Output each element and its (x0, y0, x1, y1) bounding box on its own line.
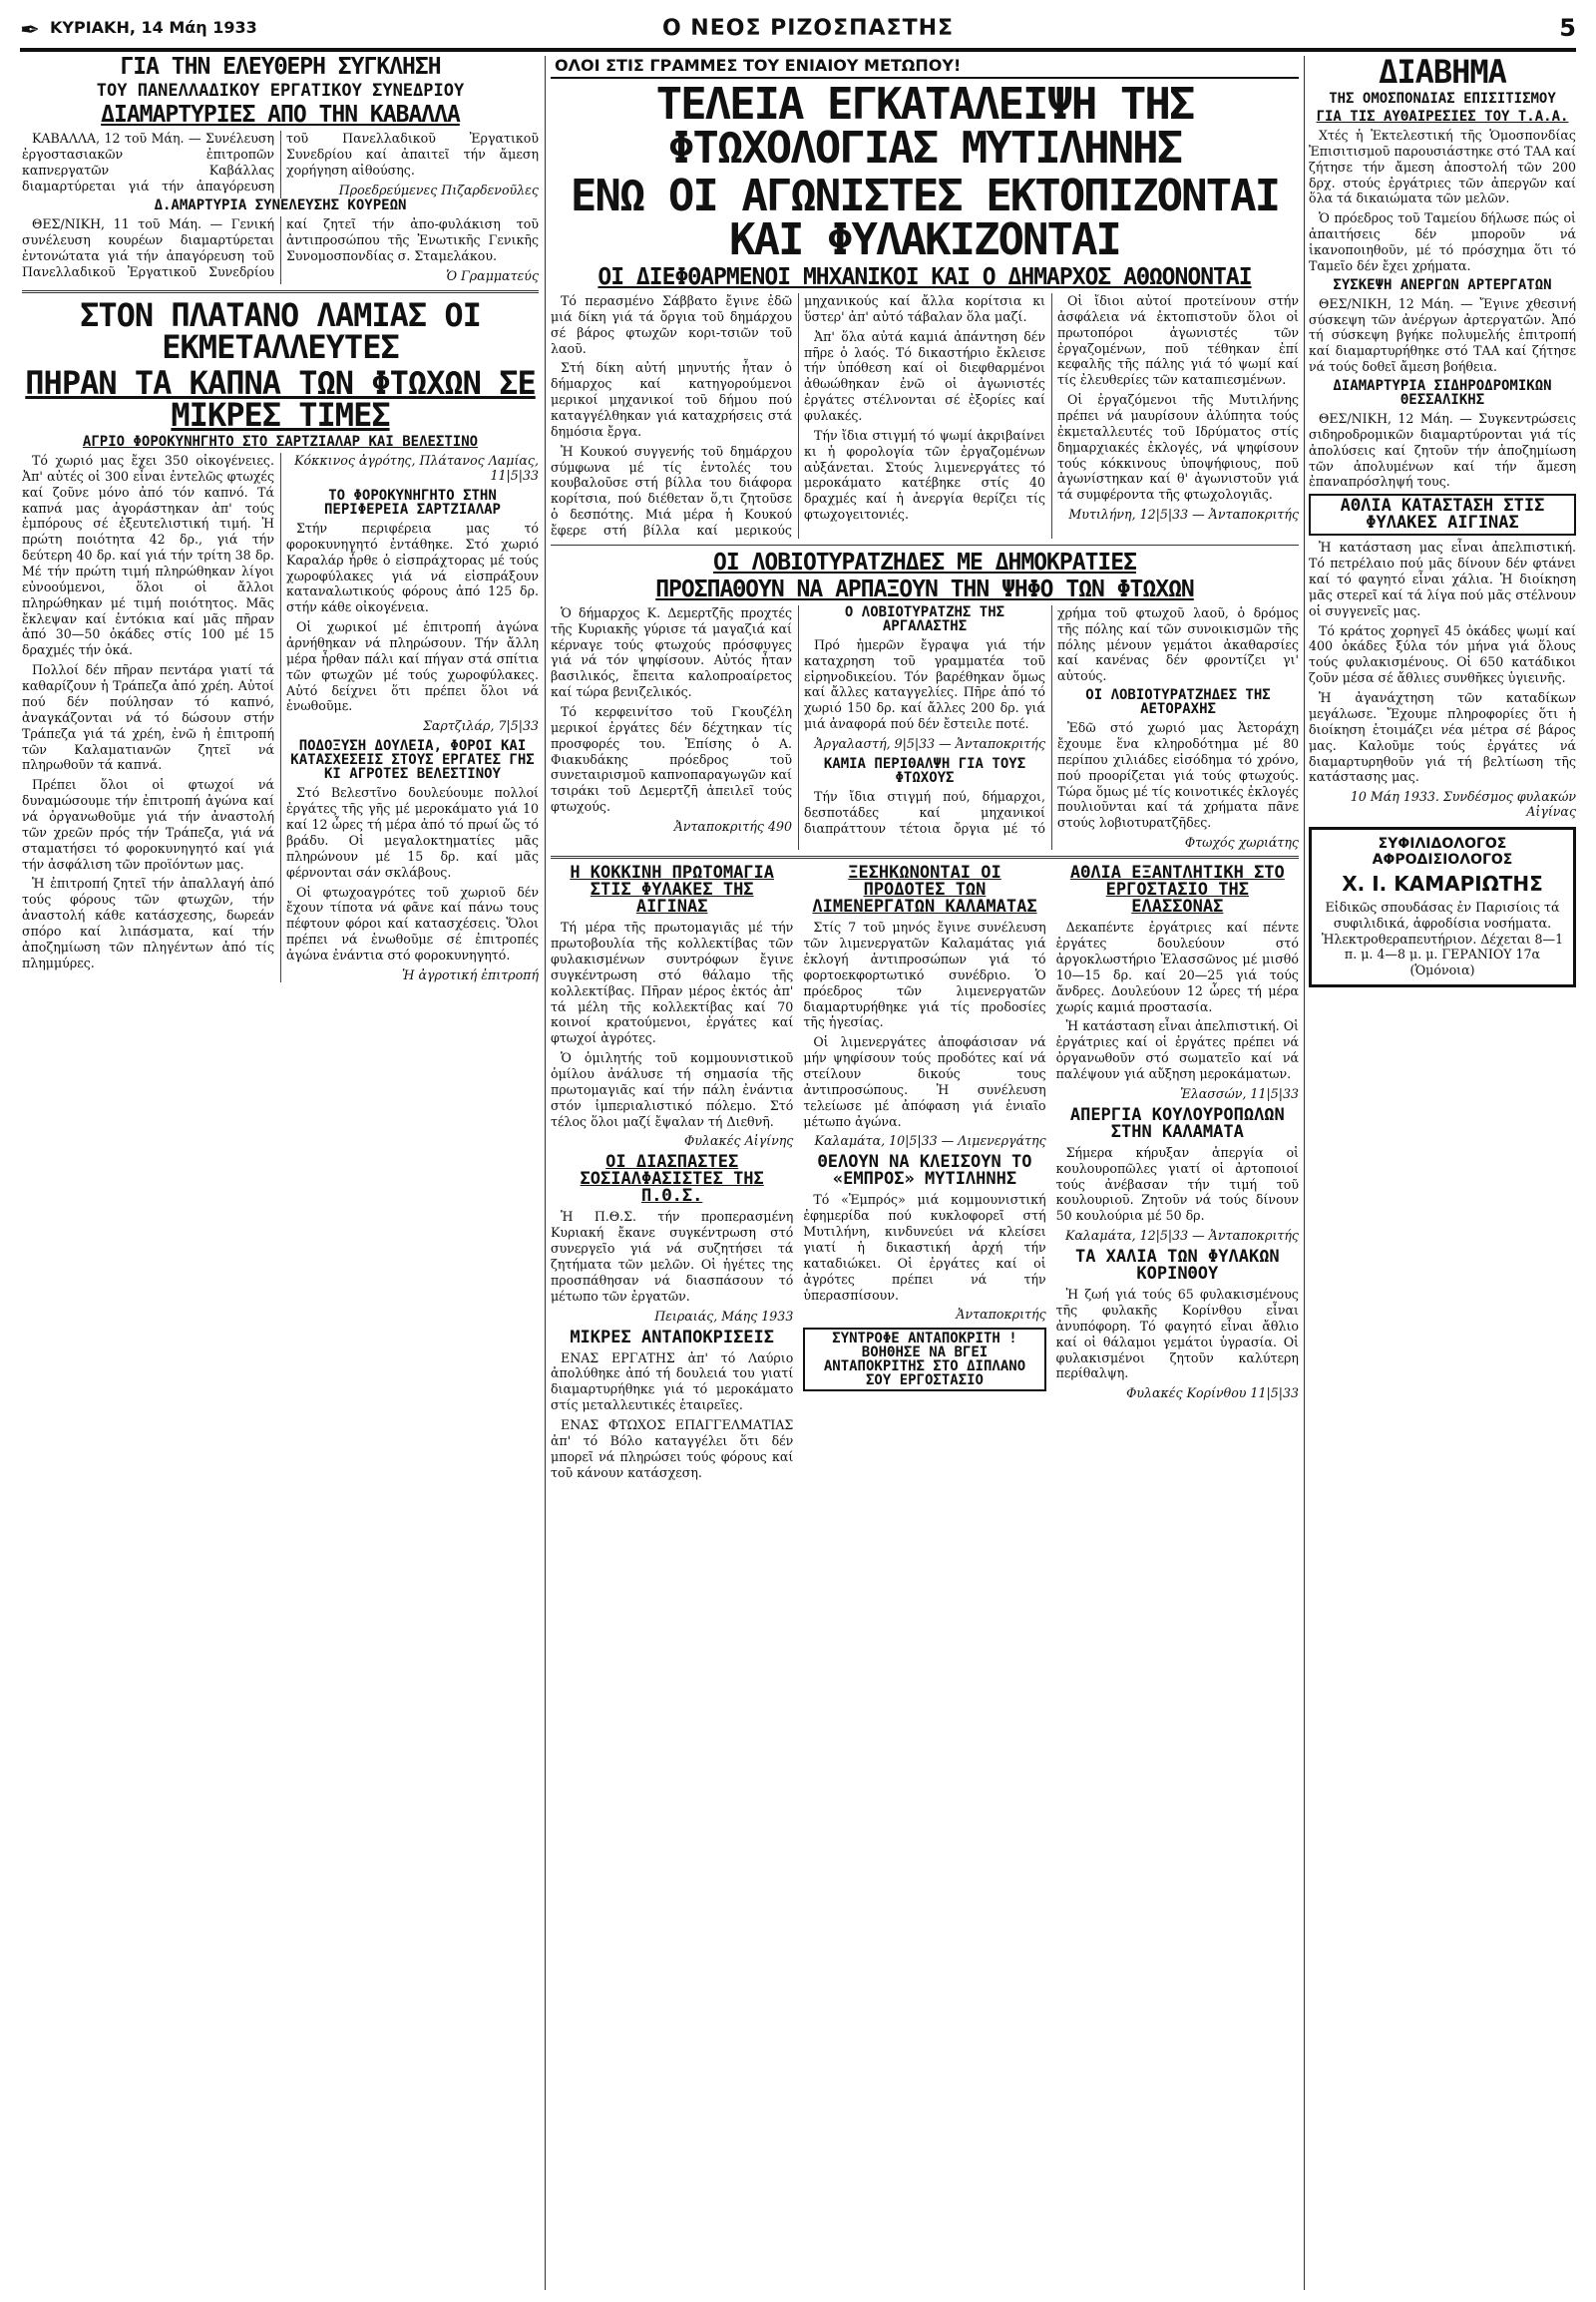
paragraph: Ὁ ὁμιλητής τοῦ κομμουνιστικοῦ ὀμίλου ἀνάλυσε τή σημασία τῆς πρωτομαγιᾶς καί τήν πάλη ἐνάντια στόν ἰμπεριαλιστικό πόλεμο. Στό τέλος ὅλοι μαζί ἔψαλαν τή Διεθνῆ. (551, 1050, 794, 1129)
signature: Πειραιάς, Μάης 1933 (654, 1308, 794, 1324)
paragraph: Ἐδῶ στό χωριό μας Ἀετοράχη ἔχουμε ἕνα κληροδότημα μέ 80 περίπου χιλιάδες εἰσόδημα τό χρόνο, πού προορίζεται γιά τούς φτωχούς. Τώρα ὅμως μέ τίς κοινοτικές ἐκλογές πουλιοῦνται καί τά χρήματα πᾶνε στούς λοβιοτυρατζῆδες. (1057, 720, 1299, 831)
article-body (22, 131, 539, 198)
paragraph: Πρέπει ὅλοι οἱ φτωχοί νά δυναμώσουμε τήν ἐπιτροπή ἀγώνα καί νά ὀργανωθοῦμε γιά τήν ἀναστολή τῶν χρεῶν πρός τήν Τράπεζα, γιά νά σταματήσει τό φοροκυνηγητό καί γιά τήν ἀσφάλιση τῶν προϊόντων μας. (22, 777, 274, 872)
paragraph: Ἡ ζωή γιά τούς 65 φυλακισμένους τῆς φυλακῆς Κορίνθου εἶναι ἀνυπόφορη. Τό φαγητό εἶναι ἄθλιο καί οἱ θάλαμοι γεμάτοι ὑγρασία. Οἱ φυλακισμένοι ζητοῦν καλύτερη περίθαλψη. (1055, 1287, 1299, 1381)
ad-specialty: ΣΥΦΙΛΙΔΟΛΟΓΟΣ ΑΦΡΟΔΙΣΙΟΛΟΓΟΣ (1372, 836, 1513, 869)
subheadline: ΠΟΔΟΞΥΣΗ ΔΟΥΛΕΙΑ, ΦΟΡΟΙ ΚΑΙ ΚΑΤΑΣΧΕΣΕΙΣ ΣΤΟΥΣ ΕΡΓΑΤΕΣ ΓΗΣ ΚΙ ΑΓΡΟΤΕΣ ΒΕΛΕΣΤΙΝΟΥ (290, 738, 535, 783)
signature: Ὁ Γραμματεύς (446, 267, 539, 283)
paragraph: Στό Βελεστῖνο δουλεύουμε πολλοί ἐργάτες τῆς γῆς μέ μεροκάματο γιά 10 καί 12 ὧρες τή μέρα ἀπό τό πρωί ὥς τό βράδυ. Οἱ μεγαλοκτηματίες μᾶς πληρώνουν μέ 15 δρ. καί μᾶς φέρνονται σάν σκλάβους. (286, 785, 539, 880)
subheadline: ΟΙ ΛΟΒΙΟΤΥΡΑΤΖΗΔΕΣ ΤΗΣ ΑΕΤΟΡΑΧΗΣ (1085, 687, 1271, 718)
signature: Ἀνταποκριτής 490 (673, 819, 792, 835)
page-number: 5 (1559, 14, 1576, 42)
column-right (1309, 56, 1576, 2290)
lower-col-3 (1056, 865, 1299, 1484)
headline: ΔΙΑΒΗΜΑ (1379, 56, 1506, 91)
subheadline: ΤΗΣ ΟΜΟΣΠΟΝΔΙΑΣ ΕΠΙΣΙΤΙΣΜΟΥ (1329, 91, 1556, 107)
divider (551, 856, 1299, 859)
lower-col-2 (803, 865, 1045, 1484)
paragraph: Ὁ πρόεδρος τοῦ Ταμείου δήλωσε πώς οἱ ἀπαιτήσεις δέν μποροῦν νά ἱκανοποιηθοῦν, μέ τό πρόσχημα ὅτι τό Ταμεῖο δέν ἔχει χρήματα. (1309, 210, 1576, 273)
headline: ΤΕΛΕΙΑ ΕΓΚΑΤΑΛΕΙΨΗ ΤΗΣ ΦΤΩΧΟΛΟΓΙΑΣ ΜΥΤΙΛΗΝΗΣ (655, 79, 1194, 174)
paragraph: Στή δίκη αὐτή μηνυτής ἦταν ὁ δήμαρχος καί κατηγορούμενοι μερικοί μηχανικοί τοῦ δήμου πού καταγγέλθηκαν γιά καταχρήσεις στά δημόσια ἔργα. (551, 360, 792, 439)
headline: ΕΝΩ ΟΙ ΑΓΩΝΙΣΤΕΣ ΕΚΤΟΠΙΖΟΝΤΑΙ ΚΑΙ ΦΥΛΑΚΙΖΟΝΤΑΙ (570, 171, 1280, 265)
headline: Η ΚΟΚΚΙΝΗ ΠΡΩΤΟΜΑΓΙΑ ΣΤΙΣ ΦΥΛΑΚΕΣ ΤΗΣ ΑΙΓΙΝΑΣ (570, 863, 775, 918)
paragraph: Τό «Ἐμπρός» μιά κομμουνιστική ἐφημερίδα πού κυκλοφορεῖ στή Μυτιλήνη, κινδυνεύει νά κλείσει γιατί ἡ δικαστική ἀρχή τήν καταδιώκει. Οἱ ἐργάτες καί οἱ ἀγρότες πρέπει νά τήν ὑπερασπίσουν. (803, 1192, 1046, 1303)
article-body (22, 216, 539, 284)
paragraph: Ὁ δήμαρχος Κ. Δεμερτζῆς προχτές τῆς Κυριακῆς γύρισε τά μαγαζιά καί κέρναγε τούς φτωχούς πρόσφυγες γιά νά τόν ψηφίσουν. Αὐτός ἦταν βασιλικός, ἔπειτα καλοπροαίρετος καί τώρα βενιζελικός. (551, 604, 792, 700)
doctor-advertisement (1309, 827, 1576, 987)
paragraph: Χτές ἡ Ἐκτελεστική τῆς Ὁμοσπονδίας Ἐπισιτισμοῦ παρουσιάστηκε στό ΤΑΑ καί ζήτησε τήν ἄμεση ἀποστολή τῶν 200 δρχ. στούς ἐργάτριες τῶν ἀπεργῶν καί ὅλα τά δικαιώματα τῶν μελῶν. (1309, 128, 1576, 206)
ad-doctor-name: Χ. Ι. ΚΑΜΑΡΙΩΤΗΣ (1342, 872, 1543, 897)
headline: ΟΙ ΔΙΑΣΠΑΣΤΕΣ ΣΟΣΙΑΛΦΑΣΙΣΤΕΣ ΤΗΣ Π.Θ.Σ. (580, 1152, 764, 1207)
paragraph: Ἡ κατάσταση εἶναι ἀπελπιστική. Οἱ ἐργάτριες καί οἱ ἐργάτες πρέπει νά ὀργανωθοῦν στό σωματεῖο καί νά παλέψουν γιά αὔξηση μεροκάματων. (1055, 1018, 1299, 1081)
subheadline: Δ.ΑΜΑΡΤΥΡΙΑ ΣΥΝΕΛΕΥΣΗΣ ΚΟΥΡΕΩΝ (154, 197, 407, 214)
column-left (22, 56, 539, 2290)
signature: Μυτιλήνη, 12|5|33 — Ἀνταποκριτής (1068, 507, 1299, 523)
paragraph: Τό κράτος χορηγεῖ 45 ὀκάδες ψωμί καί 400 ὀκάδες ξύλα τόν μήνα γιά ὅλους τούς φυλακισμένους. Οἱ 650 κατάδικοι ζοῦν μέσα σέ ἄθλιες συνθῆκες ὑγιεινῆς. (1309, 622, 1576, 686)
subheadline: ΓΙΑ ΤΙΣ ΑΥΘΑΙΡΕΣΙΕΣ ΤΟΥ Τ.Α.Α. (1316, 109, 1569, 125)
paragraph: ΚΑΒΑΛΛΑ, 12 τοῦ Μάη. — Συνέλευση ἐργοστασιακῶν ἐπιτροπῶν καπνεργατῶν Καβάλλας διαμαρτύρεται γιά τήν ἀπαγόρευση τοῦ Πανελλαδικοῦ Ἐργατικοῦ Συνεδρίου καί ἀπαιτεῖ τήν ἄμεση χορήγηση αἰθούσης. (22, 131, 539, 193)
paragraph: Τό χωριό μας ἔχει 350 οἰκογένειες. Ἀπ' αὐτές οἱ 300 εἶναι ἐντελῶς φτωχές καί ζοῦνε μόνο ἀπό τόν καπνό. Τά καπνά μας ἀγοράστηκαν ἀπ' τούς ἐμπόρους σέ ἐξευτελιστική τιμή. Ἡ πρώτη ποιότητα 42 δρ., γιά τήν δεύτερη 40 δρ. καί γιά τήν τρίτη 38 δρ. Μέ τήν πρώτη τιμή πληρώθηκαν λίγοι εὐνοούμενοι, ὅλοι οἱ ἄλλοι πληρώθηκαν μέ τιμή ποιότητος. Μᾶς ἔκλεψαν καί ἐντόκια καί μᾶς πῆραν ἀπό 30—50 ὀκάδες στίς 100 μέ 15 δραχμές τήν ὀκά. (22, 453, 274, 658)
paragraph: Τό περασμένο Σάββατο ἔγινε ἐδῶ μιά δίκη γιά τά ὄργια τοῦ δημάρχου σέ βάρος φτωχῶν κορι-τσιῶν τοῦ λαοῦ. (551, 293, 792, 356)
paragraph: ΕΝΑΣ ΦΤΩΧΟΣ ΕΠΑΓΓΕΛΜΑΤΙΑΣ ἀπ' τό Βόλο καταγγέλει ὅτι δέν μπορεῖ νά πληρώσει τούς φόρους καί τοῦ κάνουν κατάσχεση. (551, 1416, 794, 1480)
article-body (551, 293, 1299, 539)
headline: ΘΕΛΟΥΝ ΝΑ ΚΛΕΙΣΟΥΝ ΤΟ «ΕΜΠΡΟΣ» ΜΥΤΙΛΗΝΗΣ (817, 1152, 1032, 1190)
headline: ΑΠΕΡΓΙΑ ΚΟΥΛΟΥΡΟΠΩΛΩΝ ΣΤΗΝ ΚΑΛΑΜΑΤΑ (1069, 1104, 1285, 1142)
paragraph: Οἱ ἴδιοι αὐτοί προτείνουν στήν ἀσφάλεια νά ἐκτοπιστοῦν ὅλοι οἱ πρωτοπόροι ἀγωνιστές τῶν ἐργαζομένων, ποῦ τέθηκαν ἐπί κεφαλῆς τῆς πάλης γιά τό ψωμί καί τίς ἐλευθερίες τῶν καταπιεσμένων. (1057, 293, 1299, 388)
headline: ΑΘΛΙΑ ΚΑΤΑΣΤΑΣΗ ΣΤΙΣ ΦΥΛΑΚΕΣ ΑΙΓΙΝΑΣ (1309, 494, 1576, 536)
newspaper-name: Ο ΝΕΟΣ ΡΙΖΟΣΠΑΣΤΗΣ (661, 16, 955, 41)
subheadline: Ο ΛΟΒΙΟΤΥΡΑΤΖΗΣ ΤΗΣ ΑΡΓΑΛΑΣΤΗΣ (844, 603, 1005, 634)
signature: 10 Μάη 1933. Συνδέσμος φυλακών Αἰγίνας (1350, 789, 1576, 820)
headline: ΜΙΚΡΕΣ ΑΝΤΑΠΟΚΡΙΣΕΙΣ (570, 1327, 775, 1347)
paragraph: Ἡ ἀγανάχτηση τῶν καταδίκων μεγάλωσε. Ἔχουμε πληροφορίες ὅτι ἡ διοίκηση ἑτοιμάζει νέα μέτρα σέ βάρος μας. Καλοῦμε τούς ἐργάτες νά διαμαρτυρηθοῦν γιά τή βελτίωση τῆς κατάστασης μας. (1309, 690, 1576, 785)
headline: ΞΕΣΗΚΩΝΟΝΤΑΙ ΟΙ ΠΡΟΔΟΤΕΣ ΤΩΝ ΛΙΜΕΝΕΡΓΑΤΩΝ ΚΑΛΑΜΑΤΑΣ (812, 863, 1037, 918)
signature: Σαρτζιλάρ, 7|5|33 (423, 718, 539, 734)
paragraph: Τήν ἴδια στιγμή πού, δήμαρχοι, δεσποτάδες καί μηχανικοί διαπράττουν τέτοια ὄργια μέ τό χρήμα τοῦ φτωχοῦ λαοῦ, ὁ δρόμος τῆς πόλης καί τῶν συνοικισμῶν τῆς πόλης μένουν γεμάτοι ἀκαθαρσίες καί κανένας δέν φροντίζει γι' αὐτούς. (804, 604, 1299, 836)
paragraph: ΘΕΣ/ΝΙΚΗ, 11 τοῦ Μάη. — Γενική συνέλευση κουρέων διαμαρτύρεται ἐντονώτατα γιά τήν ἀπαγόρευση τοῦ Πανελλαδικοῦ Ἐργατικοῦ Συνεδρίου καί ζητεῖ τήν ἀπο-φυλάκιση τοῦ ἀντιπροσώπου τῆς Ἐνωτικῆς Γενικῆς Συνομοσπονδίας σ. Σταμελάκου. (22, 216, 539, 279)
paragraph: Οἱ φτωχοαγρότες τοῦ χωριοῦ δέν ἔχουν τίποτα νά φᾶνε καί πάνω τους πέφτουν φόροι καί κατασχέσεις. Ὅλοι πρέπει νά ἑνωθοῦμε σέ ἐπιτροπές ἀγώνα ἐνάντια στό φοροκυνηγητό. (286, 884, 539, 962)
headline: ΟΙ ΛΟΒΙΟΤΥΡΑΤΖΗΔΕΣ ΜΕ ΔΗΜΟΚΡΑΤΙΕΣ (713, 549, 1136, 576)
article-body (22, 453, 539, 982)
signature: Καλαμάτα, 10|5|33 — Λιμενεργάτης (814, 1133, 1046, 1149)
paragraph: Στίς 7 τοῦ μηνός ἔγινε συνέλευση τῶν λιμενεργατῶν Καλαμάτας γιά ἐκλογή ἀντιπροσώπων γιά τό φορτοεκφορτωτικό συνέδριο. Ὁ πρόεδρος τῶν λιμενεργατῶν διαμαρτυρήθηκε γιά τίς προδοσίες τῆς ἡγεσίας. (803, 920, 1046, 1030)
issue-date: ΚΥΡΙΑΚΗ, 14 Μάη 1933 (50, 18, 257, 37)
subheadline: ΔΙΑΜΑΡΤΥΡΙΕΣ ΑΠΟ ΤΗΝ ΚΑΒΑΛΛΑ (101, 102, 460, 128)
subheadline: ΑΓΡΙΟ ΦΟΡΟΚΥΝΗΓΗΤΟ ΣΤΟ ΣΑΡΤΖΙΑΛΑΡ ΚΑΙ ΒΕΛΕΣΤΙΝΟ (82, 434, 479, 451)
signature: Προεδρεύμενες Πιζαρδενοῦλες (338, 182, 539, 197)
signature: Φυλακές Αἰγίνης (684, 1133, 794, 1149)
divider (551, 545, 1299, 546)
signature: Κόκκινος ἀγρότης, Πλάτανος Λαμίας, 11|5|33 (294, 453, 539, 484)
paragraph: Ἡ κατάσταση μας εἶναι ἀπελπιστική. Τό πετρέλαιο πού μᾶς δίνουν δέν φτάνει καί τό φαγητό εἶναι χάλια. Ἡ διοίκηση μᾶς στερεῖ καί τά λίγα πού μᾶς στέλνουν οἱ συγγενεῖς μας. (1309, 540, 1576, 618)
paragraph: ΕΝΑΣ ΕΡΓΑΤΗΣ ἀπ' τό Λαύριο ἀπολύθηκε ἀπό τή δουλειά του γιατί διαμαρτυρήθηκε γιά τό μεροκάματο στίς μεταλλευτικές ἑταιρεῖες. (551, 1349, 794, 1413)
banner-slogan: ΟΛΟΙ ΣΤΙΣ ΓΡΑΜΜΕΣ ΤΟΥ ΕΝΙΑΙΟΥ ΜΕΤΩΠΟΥ! (551, 56, 1299, 79)
paragraph: Ἡ ἐπιτροπή ζητεῖ τήν ἀπαλλαγή ἀπό τούς φόρους τῶν φτωχῶν, τήν ἀναστολή κάθε κατάσχεσης, δωρεάν σπόρο καί λιπάσματα, καί τήν ἀποζημίωση τῶν πληγέντων ἀπό τίς πλημμύρες. (22, 876, 274, 970)
quill-icon: ✒ (20, 16, 41, 44)
signature: Ἐλασσών, 11|5|33 (1180, 1085, 1299, 1101)
headline: ΤΟΥ ΠΑΝΕΛΛΑΔΙΚΟΥ ΕΡΓΑΤΙΚΟΥ ΣΥΝΕΔΡΙΟΥ (96, 81, 465, 101)
paragraph: Σήμερα κήρυξαν ἀπεργία οἱ κουλουροπῶλες γιατί οἱ ἀρτοποιοί τούς ἀνέβασαν τήν τιμή τοῦ κουλουριοῦ. Ζητοῦν νά τούς δίνουν 50 κουλούρια μέ 50 δρ. (1055, 1144, 1299, 1224)
signature: Ἡ ἀγροτική ἐπιτροπή (402, 966, 539, 982)
headline: ΠΗΡΑΝ ΤΑ ΚΑΠΝΑ ΤΩΝ ΦΤΩΧΩΝ ΣΕ ΜΙΚΡΕΣ ΤΙΜΕΣ (25, 364, 536, 435)
subheadline: ΔΙΑΜΑΡΤΥΡΙΑ ΣΙΔΗΡΟΔΡΟΜΙΚΩΝ ΘΕΣΣΑΛΙΚΗΣ (1333, 378, 1552, 409)
ad-details: Εἰδικῶς σπουδάσας ἐν Παρισίοις τά συφιλιδικά, ἀφροδίσια νοσήματα. Ἠλεκτροθεραπευτήριον. Δέχεται 8—1 π. μ. 4—8 μ. μ. ΓΕΡΑΝΙΟΥ 17α (Ὁμόνοια) (1321, 900, 1564, 978)
article-body (551, 605, 1299, 850)
paragraph: Οἱ χωρικοί μέ ἐπιτροπή ἀγώνα ἀρνήθηκαν νά πληρώσουν. Τήν ἄλλη μέρα ἦρθαν πάλι καί πήγαν στά σπίτια τῶν φτωχῶν μέ τούς χωροφύλακες. Αὐτό δείχνει ὅτι πρέπει ὅλοι νά ἑνωθοῦμε. (286, 619, 539, 714)
paragraph: Τό κερφεινίτσο τοῦ Γκουζέλη μερικοί ἐργάτες δέν δέχτηκαν τίς προσφορές του. Ἐπίσης ὁ Α. Φιακυδάκης πρόεδρος τοῦ συνεταιρισμοῦ καπνοπαραγωγῶν καί τσιράκι τοῦ Δεμερτζῆ ἀπειλεῖ τούς φτωχούς. (551, 704, 792, 815)
headline: ΓΙΑ ΤΗΝ ΕΛΕΥΘΕΡΗ ΣΥΓΚΛΗΣΗ (120, 56, 441, 80)
paragraph: Οἱ ἐργαζόμενοι τῆς Μυτιλήνης πρέπει νά μαυρίσουν ἀλύπητα τούς ἐκμεταλλευτές τοῦ Ιδρύματος στίς δημαρχιακές ἐκλογές, νά ψηφίσουν τούς κόκκινους ὑποψήφιους, ποῦ ἀγωνίστηκαν καί θ' ἀγωνιστοῦν γιά τά συμφέροντα τῆς φτωχολογιᾶς. (1057, 392, 1299, 503)
signature: Φτωχός χωριάτης (1184, 835, 1299, 851)
lower-articles (551, 865, 1299, 1484)
subheadline: ΣΥΣΚΕΨΗ ΑΝΕΡΓΩΝ ΑΡΤΕΡΓΑΤΩΝ (1333, 276, 1552, 293)
paragraph: Ἡ Κουκού συγγενής τοῦ δημάρχου σύμφωνα μέ τίς ἐντολές του κουβαλοῦσε στή βίλλα του διάφορα κορίτσια, πού διέθεταν ὅ,τι ζητοῦσε ὁ δεσπότης. Μιά μέρα ἡ Κουκού ἔφερε στή βίλλα καί μερικούς μηχανικούς καί ἄλλα κορίτσια κι ὕστερ' ἀπ' αὐτό τάβαλαν ὅλα μαζί. (551, 293, 1045, 539)
lower-col-1 (551, 865, 793, 1484)
column-center (551, 56, 1299, 2290)
paragraph: Ἡ Π.Θ.Σ. τήν προπερασμένη Κυριακή ἔκανε συγκέντρωση στό συνεργεῖο γιά νά συζητήσει τά ζητήματα τῶν μελῶν. Οἱ ἡγέτες της προσπάθησαν νά διασπάσουν τό μέτωπο τῶν ἐργατῶν. (551, 1209, 794, 1304)
headline: ΣΤΟΝ ΠΛΑΤΑΝΟ ΛΑΜΙΑΣ ΟΙ ΕΚΜΕΤΑΛΛΕΥΤΕΣ (80, 296, 481, 367)
subheadline: ΚΑΜΙΑ ΠΕΡΙΘΑΛΨΗ ΓΙΑ ΤΟΥΣ ΦΤΩΧΟΥΣ (823, 756, 1026, 787)
paragraph: Στήν περιφέρεια μας τό φοροκυνηγητό ἐντάθηκε. Στό χωριό Καραλάρ ἦρθε ὁ εἰσπράχτορας μέ τούς χωροφύλακες γιά νά εἰσπράξουν καταναλωτικούς φόρους ἀπό 125 δρ. στήν κάθε οἰκογένεια. (286, 521, 539, 615)
signature: Ἀνταποκριτής (956, 1307, 1046, 1323)
paragraph: Τήν ἴδια στιγμή τό ψωμί ἀκριβαίνει κι ἡ φορολογία τῶν ἐργαζομένων αὐξάνεται. Στούς λιμενεργάτες τό μεροκάματο κατέβηκε στίς 40 δραχμές καί ἡ ἀνεργία θερίζει τίς φτωχογειτονιές. (804, 427, 1045, 523)
divider (22, 290, 539, 293)
signature: Ἀργαλαστή, 9|5|33 — Ἀνταποκριτής (814, 736, 1045, 752)
headline: ΤΑ ΧΑΛΙΑ ΤΩΝ ΦΥΛΑΚΩΝ ΚΟΡΙΝΘΟΥ (1074, 1247, 1280, 1285)
paragraph: Οἱ λιμενεργάτες ἀποφάσισαν νά μήν ψηφίσουν τούς προδότες καί νά στείλουν δικούς τους ἀντιπροσώπους. Ἡ συνέλευση τελείωσε μέ ἀπόφαση γιά ἑνιαῖο μέτωπο ἀγώνα. (803, 1034, 1046, 1129)
paragraph: Τή μέρα τῆς πρωτομαγιᾶς μέ τήν πρωτοβουλία τῆς κολλεκτίβας τῶν φυλακισμένων συντρόφων ἔγινε συγκέντρωση στό θάλαμο τῆς κολλεκτίβας. Πῆραν μέρος ἐκτός ἀπ' τά μέλη τῆς κολλεκτίβας καί 70 κοινοί κρατούμενοι, ἐργάτες καί φτωχοί ἀγρότες. (551, 920, 794, 1046)
paragraph: Πολλοί δέν πῆραν πεντάρα γιατί τά καθαρίζουν ἡ Τράπεζα ἀπό χρέη. Αὐτοί πού δέν πούλησαν τό καπνό, ἀναγκάζονται νά τό δώσουν στήν Τράπεζα γιά τά χρέη, ἐνῶ ἡ ἐπιτροπή τῶν Καλαματιανῶν ζητεῖ νά πληρωθοῦν τά καπνά. (22, 662, 274, 773)
headline: ΠΡΟΣΠΑΘΟΥΝ ΝΑ ΑΡΠΑΞΟΥΝ ΤΗΝ ΨΗΦΟ ΤΩΝ ΦΤΩΧΩΝ (655, 576, 1194, 602)
signature: Φυλακές Κορίνθου 11|5|33 (1126, 1385, 1299, 1401)
column-divider (545, 56, 546, 2290)
masthead (20, 14, 1576, 52)
paragraph: ΘΕΣ/ΝΙΚΗ, 12 Μάη. — Συγκεντρώσεις σιδηροδρομικῶν διαμαρτύρονται γιά τίς ἀπολύσεις καί ζητοῦν τήν ἀποζημίωση τῶν ἀπολυμένων καί τήν ἄμεση ἐπαναπρόσληψή τους. (1309, 411, 1576, 490)
column-divider (1304, 56, 1305, 2290)
subheadline: ΤΟ ΦΟΡΟΚΥΝΗΓΗΤΟ ΣΤΗΝ ΠΕΡΙΦΕΡΕΙΑ ΣΑΡΤΖΙΑΛΑΡ (323, 488, 501, 519)
headline: ΑΘΛΙΑ ΕΞΑΝΤΛΗΤΙΚΗ ΣΤΟ ΕΡΓΟΣΤΑΣΙΟ ΤΗΣ ΕΛΑΣΣΟΝΑΣ (1069, 863, 1285, 918)
paragraph: Ἀπ' ὅλα αὐτά καμιά ἀπάντηση δέν πῆρε ὁ λαός. Τό δικαστήριο ἔκλεισε τήν ὑπόθεση καί οἱ διεφθαρμένοι ἀθωώθηκαν ἐνῶ οἱ ἀγωνιστές ἐργάτες στέλνονται σέ ἐξορίες καί φυλακές. (804, 328, 1045, 424)
paragraph: Δεκαπέντε ἐργάτριες καί πέντε ἐργάτες δουλεύουν στό ἀργοκλωστήριο Ἐλασσῶνος μέ μισθό 10—15 δρ. καί 20—25 γιά τούς ἄνδρες. Δουλεύουν 12 ὧρες τή μέρα χωρίς καμιά προστασία. (1055, 920, 1299, 1014)
paragraph: ΘΕΣ/ΝΙΚΗ, 12 Μάη. — Ἔγινε χθεσινή σύσκεψη τῶν ἀνέργων ἀρτεργατῶν. Ἀπό τή σύσκεψη βγήκε πολυμελής ἐπιτροπή καί διαμαρτυρήθηκε στό ΤΑΑ καί ζήτησε νά τούς δοθεῖ ἄμεση βοήθεια. (1309, 295, 1576, 375)
signature: Καλαμάτα, 12|5|33 — Ἀνταποκριτής (1065, 1228, 1299, 1244)
subheadline: ΟΙ ΔΙΕΦΘΑΡΜΕΝΟΙ ΜΗΧΑΝΙΚΟΙ ΚΑΙ Ο ΔΗΜΑΡΧΟΣ ΑΘΩΟΝΟΝΤΑΙ (598, 264, 1252, 290)
call-to-action: ΣΥΝΤΡΟΦΕ ΑΝΤΑΠΟΚΡΙΤΗ ! ΒΟΗΘΗΣΕ ΝΑ ΒΓΕΙ ΑΝΤΑΠΟΚΡΙΤΗΣ ΣΤΟ ΔΙΠΛΑΝΟ ΣΟΥ ΕΡΓΟΣΤΑΣΙΟ (803, 1328, 1045, 1391)
paragraph: Πρό ἡμερῶν ἔγραψα γιά τήν καταχρηση τοῦ γραμματέα τοῦ εἰρηνοδικείου. Τόν βαρέθηκαν ὅμως καί ἄλλες καταγγελίες. Πῆρε ἀπό τό χωριό 150 δρ. καί ἄλλες 200 δρ. γιά μιά ἀναφορά πού δέν ἔστειλε ποτέ. (804, 636, 1045, 732)
